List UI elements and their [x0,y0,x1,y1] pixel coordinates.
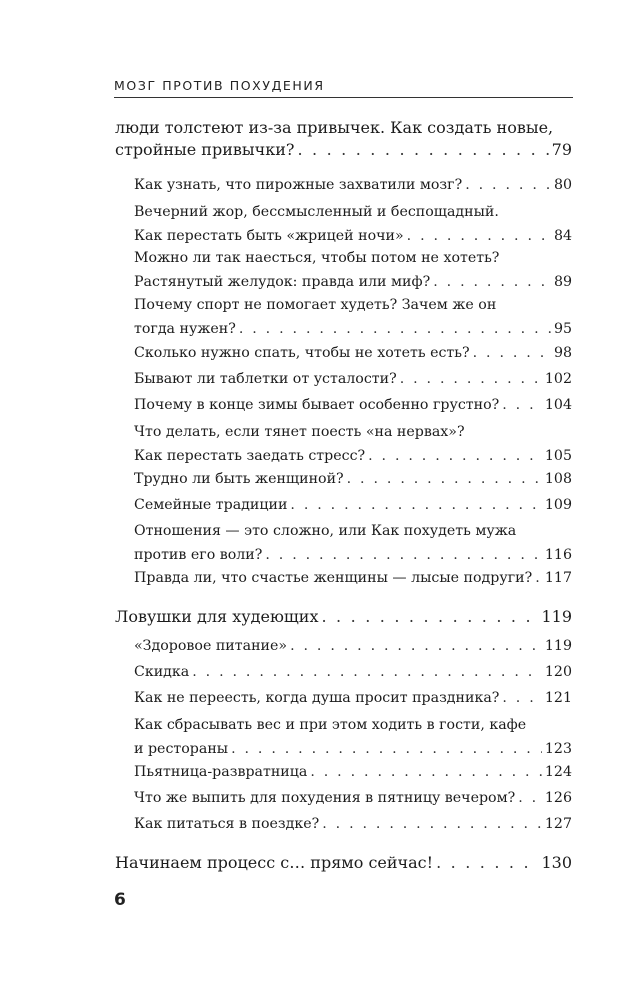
toc-entry-title: Правда ли, что счастье женщины — лысые подруги? [134,570,533,586]
toc-entry-title: Вечерний жор, бессмысленный и беспощадный. [134,204,499,220]
toc-page-number: 130 [541,853,572,872]
toc-entry[interactable] [134,393,572,417]
dot-leader [465,173,551,197]
dot-leader [502,686,542,710]
dot-leader [407,224,551,248]
toc-entry-title: Начинаем процесс с… прямо сейчас! [115,853,434,872]
toc-entry-title: Почему спорт не помогает худеть? Зачем же он [134,297,497,313]
toc-entry-title: тогда нужен? [134,321,236,337]
toc-entry-title: Как не переесть, когда душа просит праздника? [134,690,500,706]
dot-leader [322,812,542,836]
toc-entry-title: Пьятница-развратница [134,764,308,780]
dot-leader [321,606,538,628]
toc-page-number: 119 [544,638,572,654]
toc-entry[interactable] [115,117,572,161]
toc-entry[interactable] [134,246,572,294]
toc-page-number: 123 [544,741,572,757]
toc-page-number: 117 [544,570,572,586]
running-head: МОЗГ ПРОТИВ ПОХУДЕНИЯ [114,78,325,93]
toc-page-number: 104 [544,397,572,413]
toc-entry-title: Что же выпить для похудения в пятницу вечером? [134,790,516,806]
toc-page-number: 116 [544,547,572,563]
toc-page-number: 127 [544,816,572,832]
toc-entry[interactable] [134,467,572,491]
toc-entry[interactable] [134,660,572,684]
toc-page-number: 89 [553,274,572,290]
toc-entry[interactable] [134,341,572,365]
dot-leader [290,634,542,658]
toc-page-number: 108 [544,471,572,487]
dot-leader [297,139,548,161]
toc-entry-title: Семейные традиции [134,497,288,513]
dot-leader [502,393,542,417]
toc-entry-title: Как перестать заедать стресс? [134,448,366,464]
dot-leader [239,317,551,341]
dot-leader [347,467,542,491]
toc-entry-title: Что делать, если тянет поесть «на нервах»? [134,424,465,440]
toc-entry-title: Как узнать, что пирожные захватили мозг? [134,177,463,193]
toc-entry-title: Ловушки для худеющих [115,607,319,626]
toc-entry[interactable] [134,566,572,590]
toc-entry-title: Растянутый желудок: правда или миф? [134,274,431,290]
toc-entry[interactable] [134,686,572,710]
toc-page-number: 120 [544,664,572,680]
toc-entry-title: Можно ли так наесться, чтобы потом не хотеть? [134,250,500,266]
toc-entry[interactable] [134,293,572,341]
toc-entry[interactable] [134,760,572,784]
toc-entry[interactable] [134,420,572,468]
dot-leader [473,341,551,365]
toc-entry[interactable] [134,786,572,810]
toc-entry-title: Отношения — это сложно, или Как похудеть мужа [134,523,517,539]
toc-entry[interactable] [134,173,572,197]
dot-leader [290,493,541,517]
page-number: 6 [114,890,126,910]
toc-page-number: 126 [544,790,572,806]
toc-entry[interactable] [134,812,572,836]
toc-entry-title: люди толстеют из-за привычек. Как создать новые, [115,118,554,137]
toc-entry-title: против его воли? [134,547,263,563]
toc-entry-title: «Здоровое питание» [134,638,288,654]
toc-entry[interactable] [134,493,572,517]
toc-entry[interactable] [115,606,572,628]
dot-leader [400,367,542,391]
toc-entry[interactable] [134,519,572,567]
toc-entry[interactable] [115,852,572,874]
dot-leader [192,660,542,684]
dot-leader [231,737,542,761]
toc-entry-title: Трудно ли быть женщиной? [134,471,344,487]
toc-entry[interactable] [134,367,572,391]
toc-entry-title: и рестораны [134,741,229,757]
toc-page-number: 109 [544,497,572,513]
dot-leader [310,760,542,784]
toc-entry-title: Скидка [134,664,190,680]
toc-page-number: 124 [544,764,572,780]
toc-page-number: 95 [553,321,572,337]
dot-leader [265,543,542,567]
toc-entry-title: Сколько нужно спать, чтобы не хотеть есть? [134,345,470,361]
toc-page-number: 79 [551,140,572,159]
dot-leader [535,566,542,590]
toc-entry[interactable] [134,713,572,761]
toc-entry-title: Как сбрасывать вес и при этом ходить в гости, кафе [134,717,527,733]
toc-entry-title: Почему в конце зимы бывает особенно грустно? [134,397,500,413]
toc-page-number: 105 [544,448,572,464]
toc-page-number: 98 [553,345,572,361]
dot-leader [368,444,542,468]
toc-page-number: 84 [553,228,572,244]
dot-leader [433,270,551,294]
toc-entry[interactable] [134,200,572,248]
toc-page-number: 121 [544,690,572,706]
toc-page-number: 102 [544,371,572,387]
toc-entry-title: Как перестать быть «жрицей ночи» [134,228,404,244]
header-rule [114,97,573,98]
toc-entry-title: стройные привычки? [115,140,295,159]
toc-page-number: 119 [541,607,572,626]
toc-entry[interactable] [134,634,572,658]
toc-entry-title: Бывают ли таблетки от усталости? [134,371,397,387]
toc-entry-title: Как питаться в поездке? [134,816,320,832]
dot-leader [436,852,538,874]
toc-page-number: 80 [553,177,572,193]
dot-leader [518,786,542,810]
